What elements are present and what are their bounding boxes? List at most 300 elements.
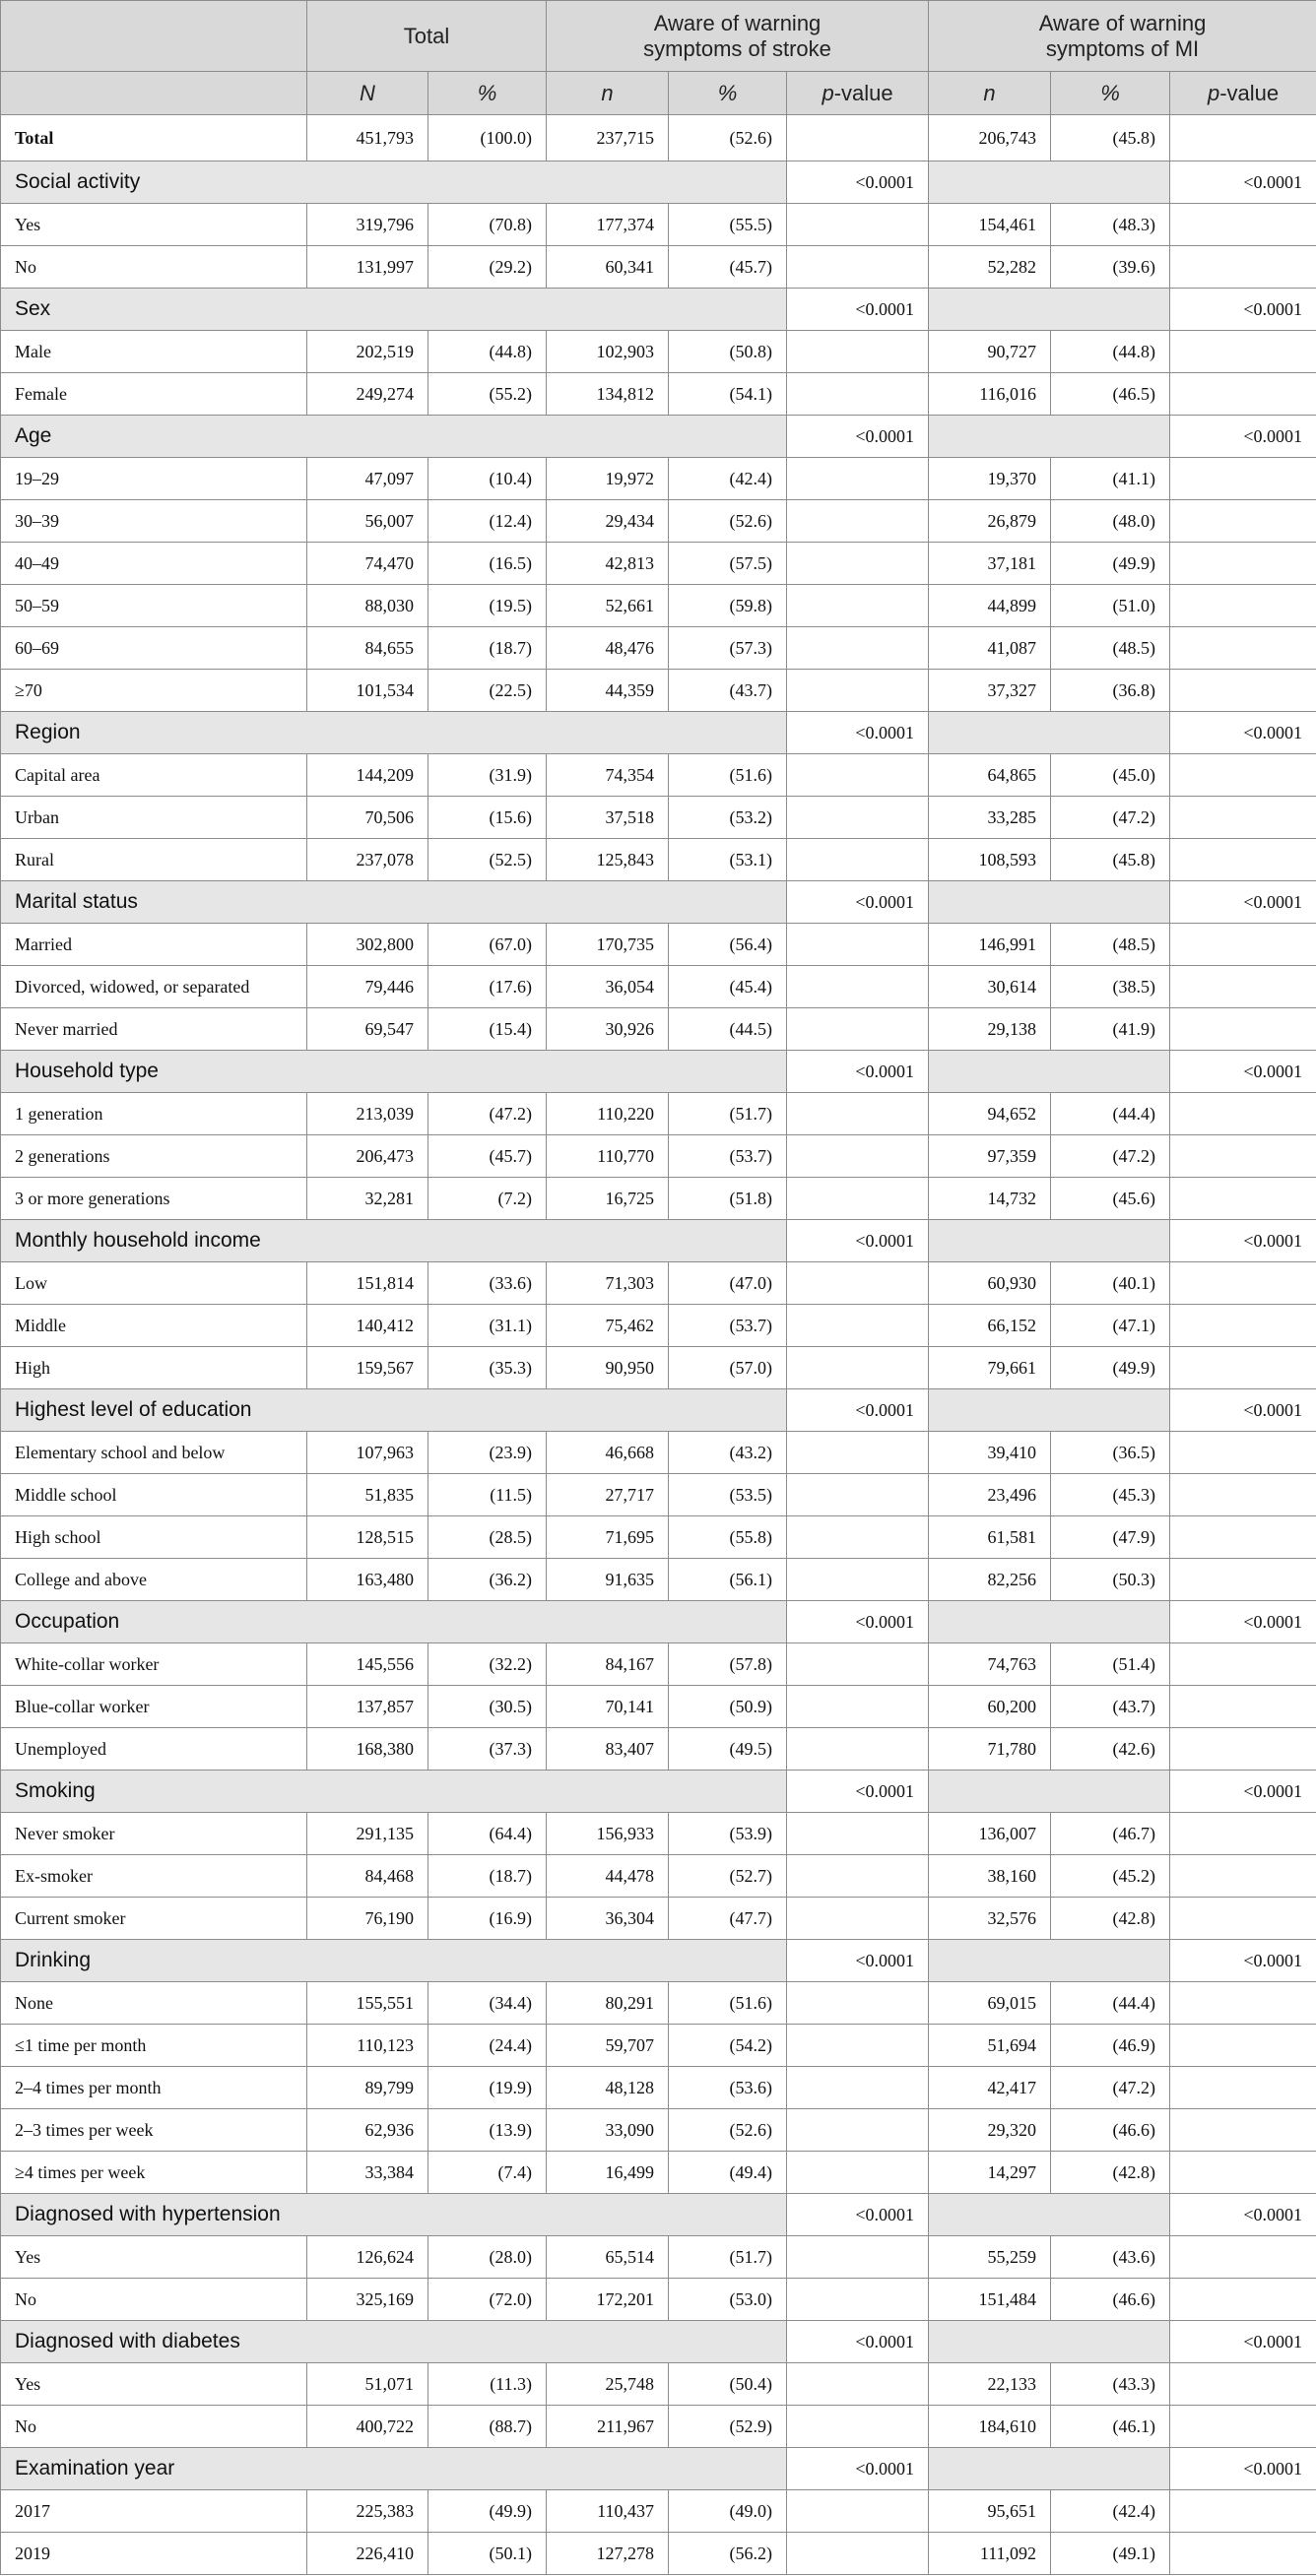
total-n-cell: 84,655 — [307, 627, 428, 670]
total-stroke-pct-cell: (52.6) — [669, 115, 787, 161]
stroke-n-cell: 16,499 — [547, 2152, 669, 2194]
stroke-n-cell: 29,434 — [547, 500, 669, 543]
stroke-n-cell: 75,462 — [547, 1305, 669, 1347]
mi-n-cell: 136,007 — [929, 1813, 1051, 1855]
total-n-cell: 291,135 — [307, 1813, 428, 1855]
total-n-cell: 159,567 — [307, 1347, 428, 1389]
total-pct-cell: (44.8) — [428, 331, 547, 373]
mi-pct-cell: (45.8) — [1051, 839, 1170, 881]
total-pct-cell: (70.8) — [428, 204, 547, 246]
header-total: Total — [307, 1, 547, 72]
stroke-p-cell — [787, 2279, 929, 2321]
stroke-n-cell: 74,354 — [547, 754, 669, 797]
total-pct-cell: (34.4) — [428, 1982, 547, 2025]
mi-pct-cell: (46.6) — [1051, 2279, 1170, 2321]
total-pct-cell: (33.6) — [428, 1262, 547, 1305]
header-mi-p: p — [1207, 80, 1220, 105]
mi-p-cell — [1170, 1093, 1316, 1135]
table-row — [1, 839, 1316, 881]
section-mi-pvalue: <0.0001 — [1170, 712, 1316, 754]
stroke-n-cell: 125,843 — [547, 839, 669, 881]
stroke-pct-cell: (49.4) — [669, 2152, 787, 2194]
mi-p-cell — [1170, 246, 1316, 289]
total-n-cell: 155,551 — [307, 1982, 428, 2025]
stroke-p-cell — [787, 2533, 929, 2575]
mi-p-cell — [1170, 1898, 1316, 1940]
total-n-cell: 110,123 — [307, 2025, 428, 2067]
mi-n-cell: 154,461 — [929, 204, 1051, 246]
total-n-cell: 107,963 — [307, 1432, 428, 1474]
stroke-n-cell: 60,341 — [547, 246, 669, 289]
total-pct-cell: (37.3) — [428, 1728, 547, 1771]
total-n-cell: 89,799 — [307, 2067, 428, 2109]
stroke-pct-cell: (45.7) — [669, 246, 787, 289]
stroke-p-cell — [787, 331, 929, 373]
table-row — [1, 2236, 1316, 2279]
mi-p-cell — [1170, 1516, 1316, 1559]
mi-p-cell — [1170, 2490, 1316, 2533]
section-title: Examination year — [1, 2448, 787, 2490]
section-title: Sex — [1, 289, 787, 331]
stroke-p-cell — [787, 2067, 929, 2109]
section-mi-pvalue: <0.0001 — [1170, 416, 1316, 458]
total-pct-cell: (28.5) — [428, 1516, 547, 1559]
mi-n-cell: 29,138 — [929, 1008, 1051, 1051]
stroke-p-cell — [787, 670, 929, 712]
mi-p-cell — [1170, 2363, 1316, 2406]
mi-pct-cell: (47.2) — [1051, 2067, 1170, 2109]
mi-p-cell — [1170, 2025, 1316, 2067]
stroke-n-cell: 156,933 — [547, 1813, 669, 1855]
total-pct-cell: (10.4) — [428, 458, 547, 500]
mi-p-cell — [1170, 627, 1316, 670]
stroke-n-cell: 42,813 — [547, 543, 669, 585]
section-stroke-pvalue: <0.0001 — [787, 2194, 929, 2236]
table-row — [1, 2533, 1316, 2575]
stroke-n-cell: 211,967 — [547, 2406, 669, 2448]
total-stroke-n-cell: 237,715 — [547, 115, 669, 161]
stroke-p-cell — [787, 627, 929, 670]
section-title: Region — [1, 712, 787, 754]
mi-n-cell: 116,016 — [929, 373, 1051, 416]
row-label: 2 generations — [1, 1135, 307, 1178]
mi-p-cell — [1170, 1728, 1316, 1771]
total-n-cell: 74,470 — [307, 543, 428, 585]
section-stroke-pvalue: <0.0001 — [787, 289, 929, 331]
mi-n-cell: 94,652 — [929, 1093, 1051, 1135]
stroke-n-cell: 70,141 — [547, 1686, 669, 1728]
total-pct-cell: (49.9) — [428, 2490, 547, 2533]
total-pct-cell: (88.7) — [428, 2406, 547, 2448]
mi-pct-cell: (45.0) — [1051, 754, 1170, 797]
row-label: Low — [1, 1262, 307, 1305]
section-header-row — [1, 881, 1316, 924]
section-header-row — [1, 2448, 1316, 2490]
stroke-n-cell: 110,770 — [547, 1135, 669, 1178]
stroke-p-cell — [787, 500, 929, 543]
mi-pct-cell: (42.4) — [1051, 2490, 1170, 2533]
mi-pct-cell: (46.6) — [1051, 2109, 1170, 2152]
row-label: Unemployed — [1, 1728, 307, 1771]
stroke-p-cell — [787, 1686, 929, 1728]
mi-pct-cell: (46.5) — [1051, 373, 1170, 416]
stroke-p-cell — [787, 2109, 929, 2152]
section-stroke-pvalue: <0.0001 — [787, 1940, 929, 1982]
total-pct-cell: (22.5) — [428, 670, 547, 712]
mi-pct-cell: (43.3) — [1051, 2363, 1170, 2406]
stroke-pct-cell: (51.7) — [669, 2236, 787, 2279]
mi-pct-cell: (50.3) — [1051, 1559, 1170, 1601]
mi-n-cell: 29,320 — [929, 2109, 1051, 2152]
table-row — [1, 500, 1316, 543]
mi-n-cell: 111,092 — [929, 2533, 1051, 2575]
total-n-cell: 226,410 — [307, 2533, 428, 2575]
section-blank-cell — [929, 2194, 1170, 2236]
total-pct-cell: (31.1) — [428, 1305, 547, 1347]
table-row — [1, 2109, 1316, 2152]
row-label: 2–4 times per month — [1, 2067, 307, 2109]
total-n-cell: 32,281 — [307, 1178, 428, 1220]
header-empty-cell — [1, 72, 307, 115]
stroke-pct-cell: (54.1) — [669, 373, 787, 416]
stroke-pct-cell: (44.5) — [669, 1008, 787, 1051]
mi-pct-cell: (42.6) — [1051, 1728, 1170, 1771]
table-row — [1, 2025, 1316, 2067]
total-n-cell: 69,547 — [307, 1008, 428, 1051]
section-header-row — [1, 2194, 1316, 2236]
mi-p-cell — [1170, 924, 1316, 966]
section-mi-pvalue: <0.0001 — [1170, 1220, 1316, 1262]
table-row — [1, 458, 1316, 500]
total-n-cell: 76,190 — [307, 1898, 428, 1940]
header-mi-n: n — [929, 72, 1051, 115]
stroke-p-cell — [787, 585, 929, 627]
stroke-n-cell: 110,220 — [547, 1093, 669, 1135]
stroke-pct-cell: (53.0) — [669, 2279, 787, 2321]
row-label: No — [1, 2406, 307, 2448]
mi-p-cell — [1170, 331, 1316, 373]
mi-n-cell: 74,763 — [929, 1643, 1051, 1686]
row-label: 30–39 — [1, 500, 307, 543]
stroke-pct-cell: (45.4) — [669, 966, 787, 1008]
stroke-p-cell — [787, 1305, 929, 1347]
table-row — [1, 1686, 1316, 1728]
stroke-p-cell — [787, 2490, 929, 2533]
total-pct-cell: (19.9) — [428, 2067, 547, 2109]
mi-pct-cell: (41.9) — [1051, 1008, 1170, 1051]
mi-p-cell — [1170, 1305, 1316, 1347]
section-mi-pvalue: <0.0001 — [1170, 1389, 1316, 1432]
table-row — [1, 670, 1316, 712]
stroke-n-cell: 170,735 — [547, 924, 669, 966]
table-row — [1, 1855, 1316, 1898]
section-title: Social activity — [1, 161, 787, 204]
stroke-n-cell: 71,303 — [547, 1262, 669, 1305]
section-stroke-pvalue: <0.0001 — [787, 161, 929, 204]
stroke-p-cell — [787, 2236, 929, 2279]
section-header-row — [1, 416, 1316, 458]
table-row — [1, 1728, 1316, 1771]
section-stroke-pvalue: <0.0001 — [787, 712, 929, 754]
mi-pct-cell: (47.2) — [1051, 1135, 1170, 1178]
row-label: Rural — [1, 839, 307, 881]
mi-p-cell — [1170, 585, 1316, 627]
mi-p-cell — [1170, 2109, 1316, 2152]
stroke-p-cell — [787, 1093, 929, 1135]
row-label: Female — [1, 373, 307, 416]
total-pct-cell: (15.4) — [428, 1008, 547, 1051]
stroke-n-cell: 19,972 — [547, 458, 669, 500]
stroke-n-cell: 80,291 — [547, 1982, 669, 2025]
header-empty-cell — [1, 1, 307, 72]
stroke-p-cell — [787, 1982, 929, 2025]
total-n-cell: 202,519 — [307, 331, 428, 373]
stroke-pct-cell: (50.9) — [669, 1686, 787, 1728]
total-pct-cell: (52.5) — [428, 839, 547, 881]
total-pct-cell: (24.4) — [428, 2025, 547, 2067]
header-column-row — [1, 72, 1316, 115]
section-blank-cell — [929, 2321, 1170, 2363]
total-n-cell: 84,468 — [307, 1855, 428, 1898]
total-pct-cell: (16.5) — [428, 543, 547, 585]
section-header-row — [1, 289, 1316, 331]
mi-pct-cell: (43.7) — [1051, 1686, 1170, 1728]
header-mi — [929, 1, 1316, 72]
mi-n-cell: 41,087 — [929, 627, 1051, 670]
stroke-p-cell — [787, 1855, 929, 1898]
mi-pct-cell: (45.2) — [1051, 1855, 1170, 1898]
section-header-row — [1, 1389, 1316, 1432]
mi-n-cell: 66,152 — [929, 1305, 1051, 1347]
mi-n-cell: 71,780 — [929, 1728, 1051, 1771]
stroke-pct-cell: (52.6) — [669, 500, 787, 543]
mi-pct-cell: (48.0) — [1051, 500, 1170, 543]
stroke-pct-cell: (53.1) — [669, 839, 787, 881]
stroke-pct-cell: (53.7) — [669, 1305, 787, 1347]
stroke-pct-cell: (57.8) — [669, 1643, 787, 1686]
total-n-cell: 33,384 — [307, 2152, 428, 2194]
total-pct-cell: (7.2) — [428, 1178, 547, 1220]
stroke-p-cell — [787, 1178, 929, 1220]
section-stroke-pvalue: <0.0001 — [787, 1771, 929, 1813]
header-stroke-pct: % — [669, 72, 787, 115]
total-pct-cell: (7.4) — [428, 2152, 547, 2194]
section-mi-pvalue: <0.0001 — [1170, 2448, 1316, 2490]
mi-p-cell — [1170, 1559, 1316, 1601]
row-label: Ex-smoker — [1, 1855, 307, 1898]
stroke-p-cell — [787, 966, 929, 1008]
header-total-pct: % — [428, 72, 547, 115]
stroke-n-cell: 110,437 — [547, 2490, 669, 2533]
stroke-n-cell: 48,128 — [547, 2067, 669, 2109]
section-stroke-pvalue: <0.0001 — [787, 2448, 929, 2490]
section-blank-cell — [929, 1601, 1170, 1643]
stroke-pct-cell: (53.6) — [669, 2067, 787, 2109]
row-label: No — [1, 2279, 307, 2321]
mi-pct-cell: (43.6) — [1051, 2236, 1170, 2279]
mi-n-cell: 44,899 — [929, 585, 1051, 627]
stroke-p-cell — [787, 204, 929, 246]
total-pct-cell: (23.9) — [428, 1432, 547, 1474]
total-n-cell: 206,473 — [307, 1135, 428, 1178]
mi-p-cell — [1170, 458, 1316, 500]
stroke-pct-cell: (59.8) — [669, 585, 787, 627]
stroke-pct-cell: (47.0) — [669, 1262, 787, 1305]
section-stroke-pvalue: <0.0001 — [787, 416, 929, 458]
table-row — [1, 2490, 1316, 2533]
section-mi-pvalue: <0.0001 — [1170, 1940, 1316, 1982]
table-row — [1, 2279, 1316, 2321]
stroke-n-cell: 36,304 — [547, 1898, 669, 1940]
header-group-row — [1, 1, 1316, 72]
stroke-pct-cell: (49.0) — [669, 2490, 787, 2533]
stroke-pct-cell: (50.8) — [669, 331, 787, 373]
mi-p-cell — [1170, 1008, 1316, 1051]
header-stroke — [547, 1, 929, 72]
mi-n-cell: 60,200 — [929, 1686, 1051, 1728]
mi-n-cell: 69,015 — [929, 1982, 1051, 2025]
mi-p-cell — [1170, 2279, 1316, 2321]
stroke-n-cell: 25,748 — [547, 2363, 669, 2406]
total-n-cell: 144,209 — [307, 754, 428, 797]
section-mi-pvalue: <0.0001 — [1170, 2321, 1316, 2363]
total-pct-cell: (47.2) — [428, 1093, 547, 1135]
total-pct-cell: (15.6) — [428, 797, 547, 839]
mi-p-cell — [1170, 204, 1316, 246]
section-header-row — [1, 1940, 1316, 1982]
stroke-p-cell — [787, 1813, 929, 1855]
total-row — [1, 115, 1316, 161]
total-n-cell: 302,800 — [307, 924, 428, 966]
section-mi-pvalue: <0.0001 — [1170, 1771, 1316, 1813]
mi-n-cell: 37,181 — [929, 543, 1051, 585]
stroke-p-cell — [787, 1643, 929, 1686]
mi-n-cell: 33,285 — [929, 797, 1051, 839]
table-row — [1, 585, 1316, 627]
stroke-p-cell — [787, 1559, 929, 1601]
mi-p-cell — [1170, 1643, 1316, 1686]
total-label: Total — [1, 115, 307, 161]
total-n-cell: 213,039 — [307, 1093, 428, 1135]
row-label: Divorced, widowed, or separated — [1, 966, 307, 1008]
row-label: Married — [1, 924, 307, 966]
stroke-pct-cell: (53.7) — [669, 1135, 787, 1178]
stroke-pct-cell: (51.8) — [669, 1178, 787, 1220]
row-label: Yes — [1, 204, 307, 246]
stroke-p-cell — [787, 839, 929, 881]
mi-n-cell: 108,593 — [929, 839, 1051, 881]
total-pct-cell: (16.9) — [428, 1898, 547, 1940]
mi-n-cell: 97,359 — [929, 1135, 1051, 1178]
total-mi-n-cell: 206,743 — [929, 115, 1051, 161]
stroke-p-cell — [787, 373, 929, 416]
stroke-p-cell — [787, 458, 929, 500]
mi-p-cell — [1170, 2236, 1316, 2279]
table-row — [1, 2152, 1316, 2194]
mi-pct-cell: (41.1) — [1051, 458, 1170, 500]
total-pct-cell: (30.5) — [428, 1686, 547, 1728]
mi-p-cell — [1170, 543, 1316, 585]
stroke-p-cell — [787, 1516, 929, 1559]
total-n-cell: 79,446 — [307, 966, 428, 1008]
row-label: Capital area — [1, 754, 307, 797]
total-pct-cell: (45.7) — [428, 1135, 547, 1178]
total-pct-cell: (72.0) — [428, 2279, 547, 2321]
row-label: 60–69 — [1, 627, 307, 670]
row-label: ≥4 times per week — [1, 2152, 307, 2194]
stroke-p-cell — [787, 1262, 929, 1305]
mi-p-cell — [1170, 797, 1316, 839]
mi-pct-cell: (44.4) — [1051, 1982, 1170, 2025]
stroke-p-cell — [787, 1898, 929, 1940]
mi-p-cell — [1170, 670, 1316, 712]
row-label: College and above — [1, 1559, 307, 1601]
row-label: Yes — [1, 2363, 307, 2406]
stroke-n-cell: 127,278 — [547, 2533, 669, 2575]
stroke-n-cell: 172,201 — [547, 2279, 669, 2321]
mi-n-cell: 14,732 — [929, 1178, 1051, 1220]
total-n-cell: 151,814 — [307, 1262, 428, 1305]
table-row — [1, 1262, 1316, 1305]
total-pct-cell: (17.6) — [428, 966, 547, 1008]
table-row — [1, 1305, 1316, 1347]
section-blank-cell — [929, 1940, 1170, 1982]
mi-n-cell: 39,410 — [929, 1432, 1051, 1474]
total-n-cell: 51,071 — [307, 2363, 428, 2406]
stroke-pct-cell: (57.5) — [669, 543, 787, 585]
table-row — [1, 1135, 1316, 1178]
table-row — [1, 1178, 1316, 1220]
row-label: 2–3 times per week — [1, 2109, 307, 2152]
section-title: Diagnosed with diabetes — [1, 2321, 787, 2363]
total-n-cell: 131,997 — [307, 246, 428, 289]
section-title: Household type — [1, 1051, 787, 1093]
total-pct-cell: (100.0) — [428, 115, 547, 161]
stroke-pct-cell: (43.2) — [669, 1432, 787, 1474]
stroke-pct-cell: (56.1) — [669, 1559, 787, 1601]
row-label: None — [1, 1982, 307, 2025]
stroke-pct-cell: (56.4) — [669, 924, 787, 966]
header-mi-pvalue — [1170, 72, 1316, 115]
stroke-pct-cell: (52.6) — [669, 2109, 787, 2152]
mi-pct-cell: (39.6) — [1051, 246, 1170, 289]
mi-n-cell: 38,160 — [929, 1855, 1051, 1898]
mi-pct-cell: (45.6) — [1051, 1178, 1170, 1220]
mi-n-cell: 22,133 — [929, 2363, 1051, 2406]
total-n-cell: 145,556 — [307, 1643, 428, 1686]
stroke-pct-cell: (53.9) — [669, 1813, 787, 1855]
stroke-n-cell: 37,518 — [547, 797, 669, 839]
stroke-pct-cell: (53.5) — [669, 1474, 787, 1516]
mi-p-cell — [1170, 2067, 1316, 2109]
mi-p-cell — [1170, 966, 1316, 1008]
section-stroke-pvalue: <0.0001 — [787, 1601, 929, 1643]
table-row — [1, 2067, 1316, 2109]
total-n-cell: 225,383 — [307, 2490, 428, 2533]
row-label: Never married — [1, 1008, 307, 1051]
mi-p-cell — [1170, 2406, 1316, 2448]
total-pct-cell: (32.2) — [428, 1643, 547, 1686]
stroke-n-cell: 30,926 — [547, 1008, 669, 1051]
total-n-cell: 126,624 — [307, 2236, 428, 2279]
stroke-p-cell — [787, 1135, 929, 1178]
stroke-p-cell — [787, 1008, 929, 1051]
mi-pct-cell: (48.5) — [1051, 627, 1170, 670]
section-stroke-pvalue: <0.0001 — [787, 2321, 929, 2363]
section-header-row — [1, 712, 1316, 754]
section-header-row — [1, 1771, 1316, 1813]
mi-n-cell: 55,259 — [929, 2236, 1051, 2279]
